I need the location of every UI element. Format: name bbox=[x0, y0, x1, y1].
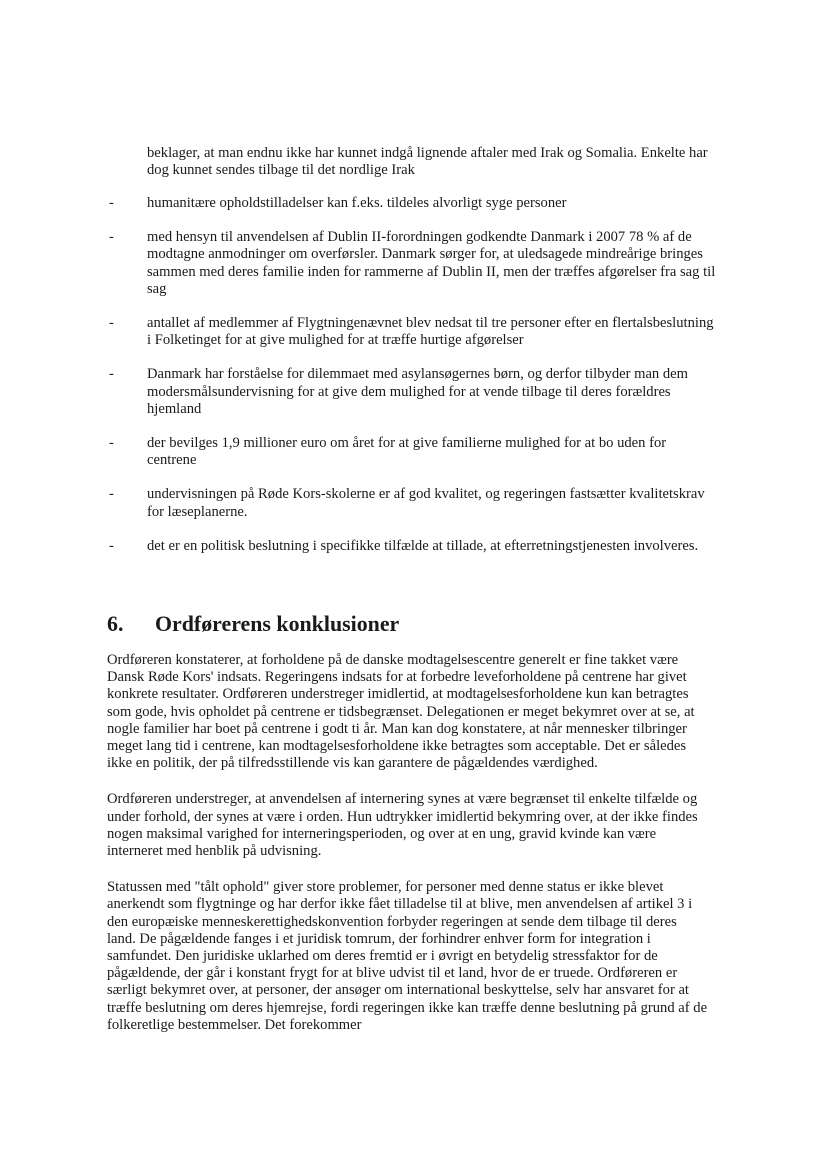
bullet-dash: - bbox=[109, 315, 114, 332]
paragraph: Ordføreren understreger, at anvendelsen af internering synes at være begrænset til enkelte tilfælde og under forhold, der synes at være i orden. Hun udtrykker imidlertid bekymring over, at der ikke findes nogen maksimal varighed for interneringsperioden, og over at en ung, gravid kvinde kan være interneret med henblik på udvisning. bbox=[107, 791, 698, 860]
list-item bbox=[0, 229, 832, 298]
bullet-dash: - bbox=[109, 537, 114, 554]
bullet-text: der bevilges 1,9 millioner euro om året for at give familierne mulighed for at bo uden for centrene bbox=[147, 435, 667, 469]
paragraph: Statussen med "tålt ophold" giver store problemer, for personer med denne status er ikke blevet anerkendt som flygtninge og har derfor ikke fået tilladelse til at blive, men anvendelsen af artikel 3 i den europæiske menneskerettighedskonvention forbyder regeringen at sende dem tilbage til deres land. De pågældende fanges i et juridisk tomrum, der forhindrer enhver form for integration i samfundet. Den juridiske uklarhed om deres fremtid er i øvrigt en betydelig stressfaktor for de pågældende, der går i konstant frygt for at blive udvist til et land, hvor de er truede. Ordføreren er særligt bekymret over, at personer, der ansøger om international beskyttelse, selv har ansvaret for at træffe beslutning om deres hjemrejse, fordi regeringen ikke kan træffe denne beslutning på grund af de folkeretlige bestemmelser. Det forekommer bbox=[107, 879, 708, 1033]
conclusions-body bbox=[107, 652, 709, 1053]
list-item bbox=[0, 366, 832, 418]
bullet-dash: - bbox=[109, 229, 114, 246]
bullet-dash: - bbox=[109, 366, 114, 383]
list-item bbox=[0, 538, 832, 555]
section-heading bbox=[107, 611, 400, 636]
bullet-text: det er en politisk beslutning i specifikke tilfælde at tillade, at efterretningstjenesten involveres. bbox=[147, 537, 699, 554]
section-number: 6. bbox=[107, 611, 124, 636]
bullet-text: humanitære opholdstilladelser kan f.eks. tildeles alvorligt syge personer bbox=[147, 195, 567, 211]
bullet-list bbox=[0, 195, 832, 572]
bullet-dash: - bbox=[109, 486, 114, 503]
paragraph: Ordføreren konstaterer, at forholdene på de danske modtagelsescentre generelt er fine takket være Dansk Røde Kors' indsats. Regeringens indsats for at forbedre leveforholdene på centrene har givet konkrete resultater. Ordføreren understreger imidlertid, at modtagelsesforholdene kun kan betragtes som gode, hvis opholdet på centrene er tidsbegrænset. Delegationen er meget bekymret over at se, at nogle familier har boet på centrene i godt ti år. Man kan dog konstatere, at når mennesker tilbringer meget lang tid i centrene, kan modtagelsesforholdene ikke betragtes som acceptable. Det er således ikke en politik, der på tilfredsstillende vis kan garantere de pågældendes værdighed. bbox=[107, 652, 695, 772]
bullet-dash: - bbox=[109, 435, 114, 452]
bullet-dash: - bbox=[109, 195, 114, 211]
bullet-text: med hensyn til anvendelsen af Dublin II-forordningen godkendte Danmark i 2007 78 % af de modtagne anmodninger om overførsler. Danmark sørger for, at uledsagede mindreårige bringes sammen med deres familie inden for rammerne af Dublin II, men der træffes afgørelser fra sag til sag bbox=[147, 229, 716, 297]
section-title: Ordførerens konklusioner bbox=[155, 611, 400, 636]
bullet-text: antallet af medlemmer af Flygtningenævnet blev nedsat til tre personer efter en flertalsbeslutning i Folketinget for at give mulighed for at træffe hurtige afgørelser bbox=[147, 315, 714, 349]
bullet-text: Danmark har forståelse for dilemmaet med asylansøgernes børn, og derfor tilbyder man dem modersmålsundervisning for at give dem mulighed for at vende tilbage til deres forældres hjemland bbox=[147, 366, 689, 417]
bullet-text: undervisningen på Røde Kors-skolerne er af god kvalitet, og regeringen fastsætter kvalitetskrav for læseplanerne. bbox=[147, 486, 705, 520]
list-item bbox=[0, 486, 832, 520]
list-item bbox=[0, 435, 832, 469]
list-item bbox=[0, 195, 832, 212]
list-item bbox=[0, 315, 832, 349]
continued-bullet-text: beklager, at man endnu ikke har kunnet indgå lignende aftaler med Irak og Somalia. Enkelte har dog kunnet sendes tilbage til det nordlige Irak bbox=[147, 145, 708, 179]
